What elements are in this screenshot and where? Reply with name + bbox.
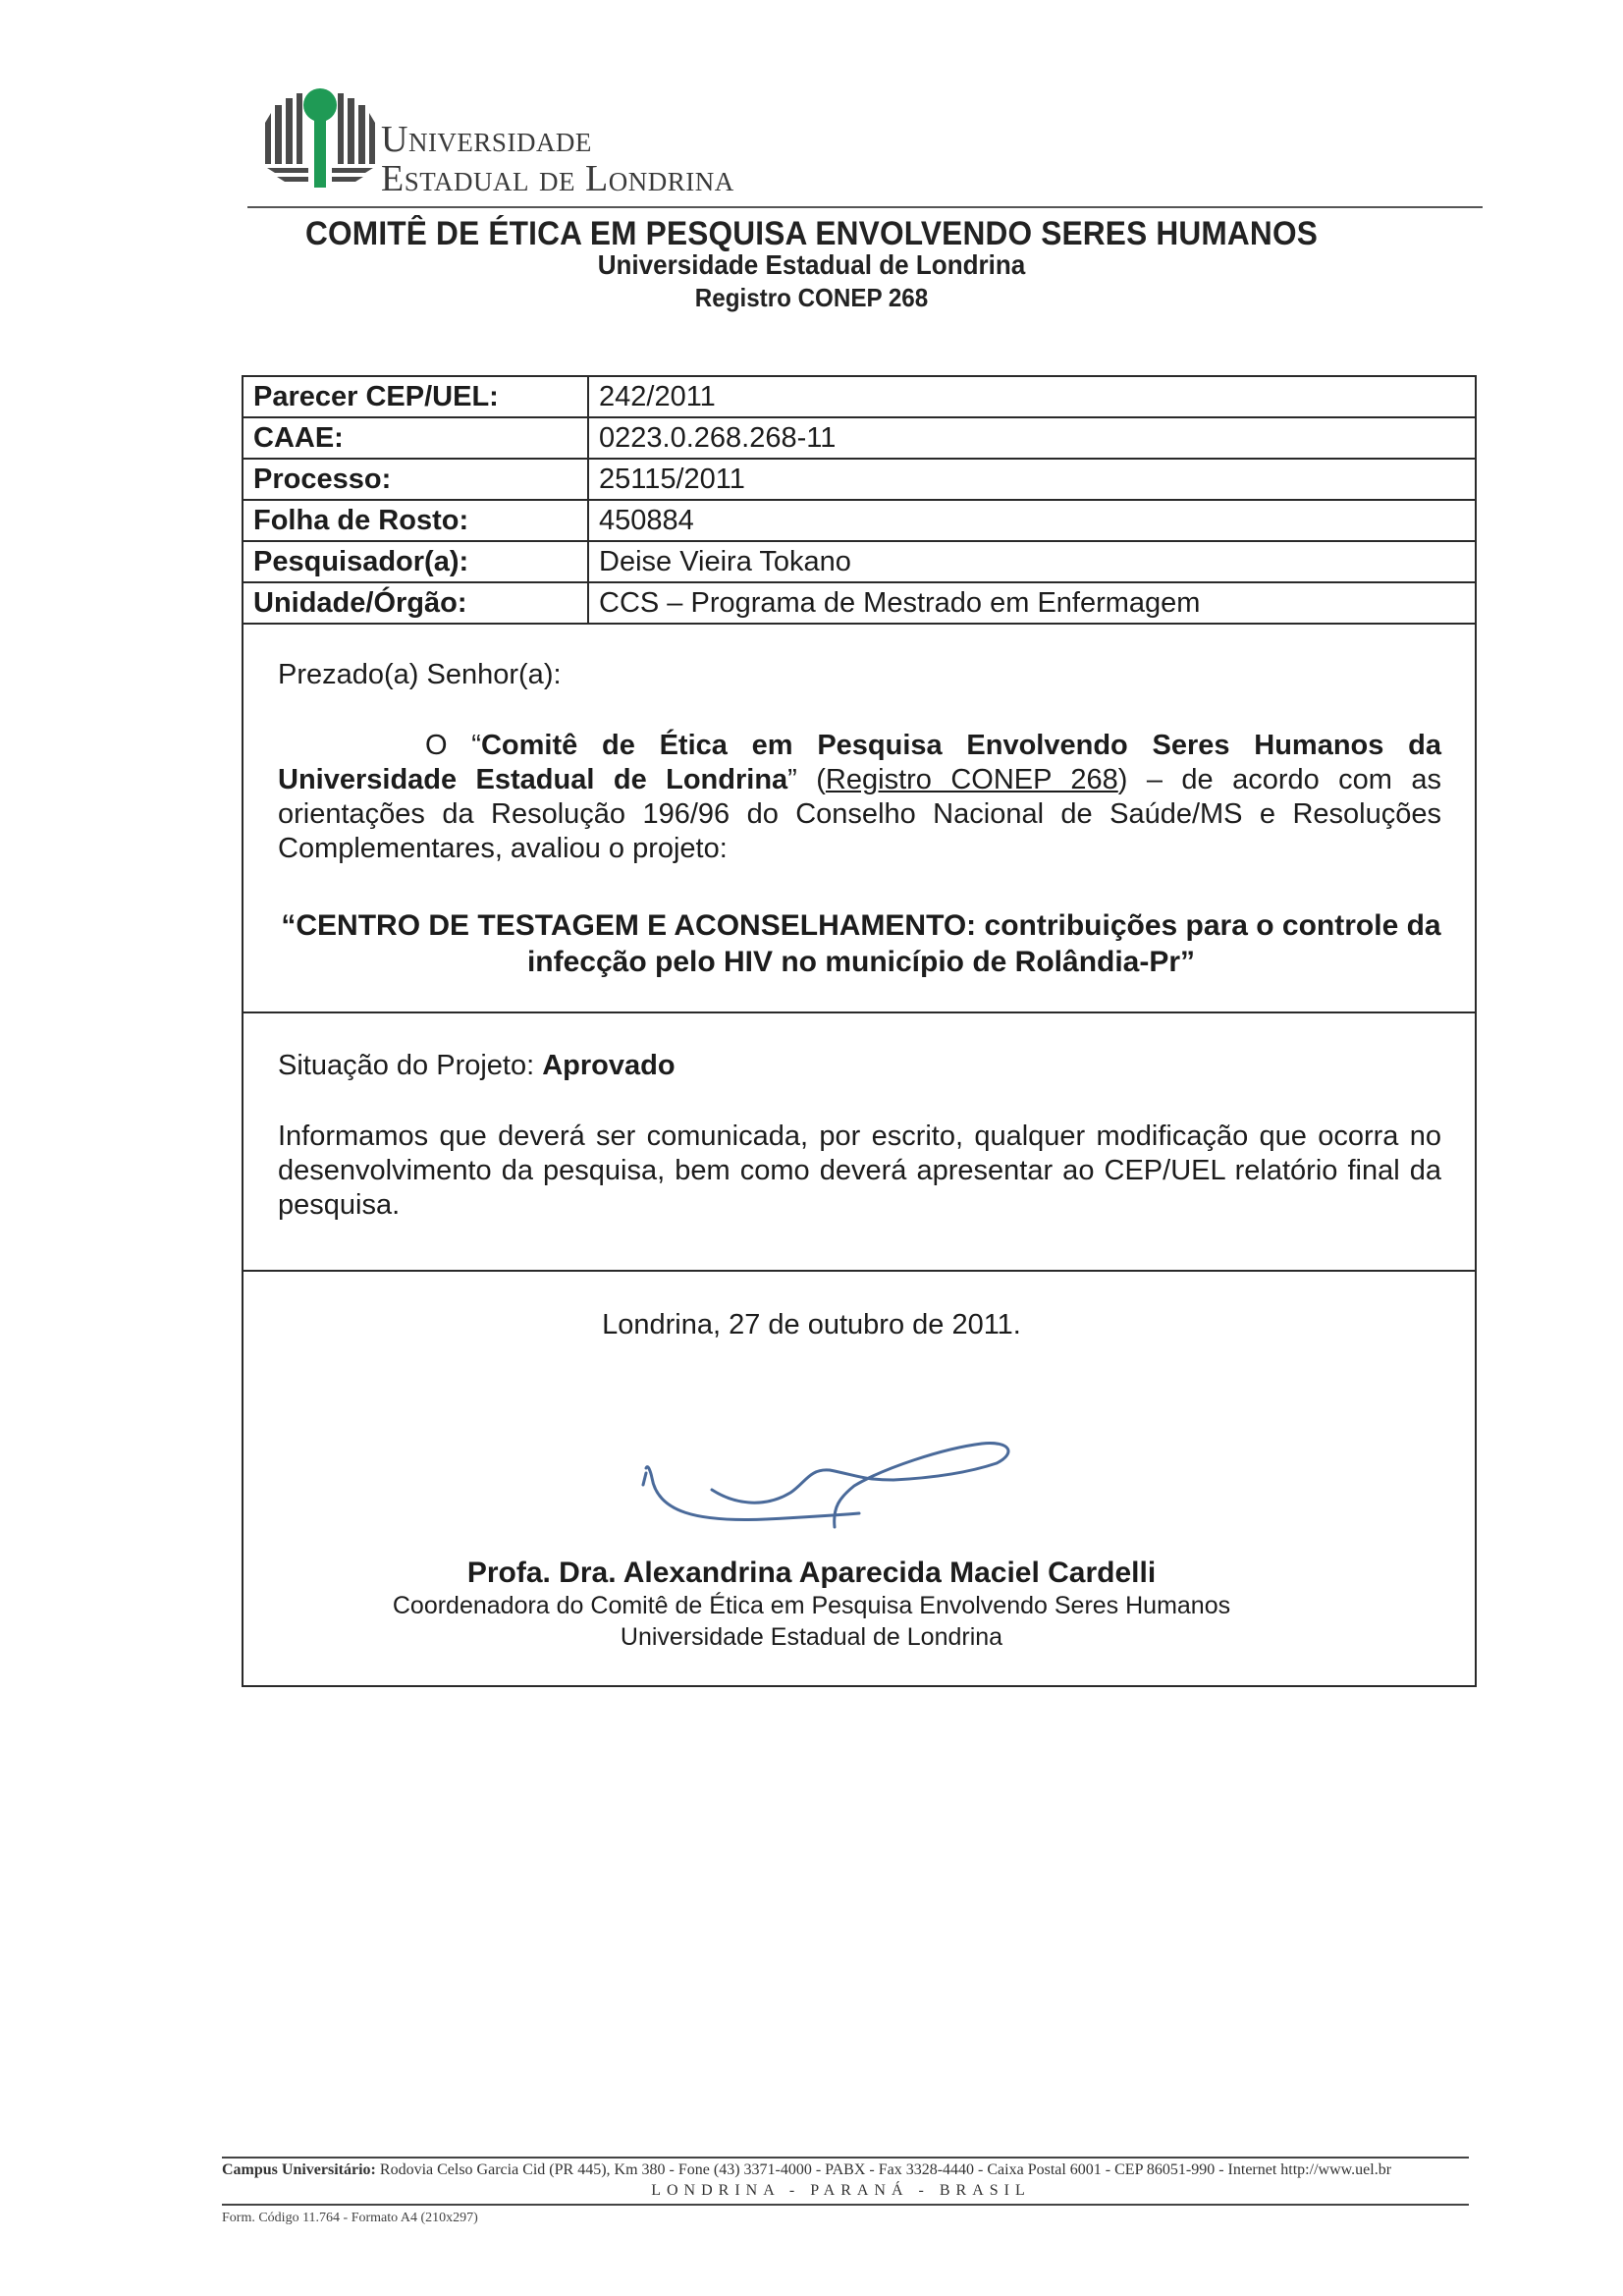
status-badge: Aprovado bbox=[542, 1050, 676, 1081]
university-name bbox=[381, 120, 734, 198]
notice-paragraph: Informamos que deverá ser comunicada, por escrito, qualquer modificação que ocorra no desenvolvimento da pesquisa, bem como deverá apresentar ao CEP/UEL relatório final da pesquisa. bbox=[278, 1121, 1441, 1221]
date-line: Londrina, 27 de outubro de 2011. bbox=[602, 1309, 1021, 1340]
committee-subtitle: Universidade Estadual de Londrina bbox=[597, 249, 1026, 280]
row-label: Folha de Rosto: bbox=[243, 500, 588, 541]
footer-form-code: Form. Código 11.764 - Formato A4 (210x297) bbox=[222, 2211, 478, 2225]
greeting: Prezado(a) Senhor(a): bbox=[278, 659, 562, 690]
university-name-line1: Universidade bbox=[381, 119, 592, 160]
status-label: Situação do Projeto: bbox=[278, 1050, 543, 1081]
header-rule bbox=[247, 206, 1483, 208]
table-row bbox=[243, 417, 1476, 459]
row-label: Processo: bbox=[243, 459, 588, 500]
project-title: “CENTRO DE TESTAGEM E ACONSELHAMENTO: contribuições para o controle da infecção pelo HIV no município de Rolândia-Pr” bbox=[281, 909, 1441, 978]
committee-registry: Registro CONEP 268 bbox=[694, 283, 929, 312]
signer-name: Profa. Dra. Alexandrina Aparecida Maciel Cardelli bbox=[466, 1557, 1157, 1589]
project-status bbox=[278, 1049, 676, 1083]
section-divider bbox=[242, 1270, 1477, 1272]
intro-registry: Registro CONEP 268 bbox=[825, 764, 1118, 795]
footer-location: LONDRINA - PARANÁ - BRASIL bbox=[651, 2182, 1031, 2199]
signer-organization: Universidade Estadual de Londrina bbox=[620, 1623, 1003, 1651]
row-label: Unidade/Órgão: bbox=[243, 582, 588, 624]
table-row bbox=[243, 541, 1476, 582]
row-value: 0223.0.268.268-11 bbox=[588, 417, 1476, 459]
intro-prefix: O “ bbox=[425, 730, 481, 761]
signer-role: Coordenadora do Comitê de Ética em Pesquisa Envolvendo Seres Humanos bbox=[392, 1592, 1231, 1619]
footer-address bbox=[222, 2161, 1469, 2179]
info-table bbox=[242, 375, 1477, 625]
row-value: 25115/2011 bbox=[588, 459, 1476, 500]
intro-paragraph bbox=[278, 729, 1441, 866]
uel-logo-icon bbox=[257, 83, 385, 191]
row-value: Deise Vieira Tokano bbox=[588, 541, 1476, 582]
table-row bbox=[243, 500, 1476, 541]
table-row bbox=[243, 582, 1476, 624]
table-row bbox=[243, 376, 1476, 417]
handwritten-signature-icon bbox=[619, 1439, 1031, 1547]
row-value: CCS – Programa de Mestrado em Enfermagem bbox=[588, 582, 1476, 624]
footer-campus-label: Campus Universitário: bbox=[222, 2161, 376, 2178]
row-label: Pesquisador(a): bbox=[243, 541, 588, 582]
committee-title: COMITÊ DE ÉTICA EM PESQUISA ENVOLVENDO SERES HUMANOS bbox=[305, 215, 1318, 252]
footer-rule bbox=[222, 2157, 1469, 2159]
footer-campus-address: Rodovia Celso Garcia Cid (PR 445), Km 380 - Fone (43) 3371-4000 - PABX - Fax 3328-4440 - Caixa Postal 6001 - CEP 86051-990 - Internet http://www.uel.br bbox=[375, 2161, 1392, 2178]
section-divider bbox=[242, 1011, 1477, 1013]
row-value: 450884 bbox=[588, 500, 1476, 541]
intro-committee-name: Comitê de Ética em Pesquisa Envolvendo Seres Humanos da Universidade Estadual de Londrina bbox=[278, 730, 1441, 795]
intro-mid: ” ( bbox=[787, 764, 826, 795]
footer-rule bbox=[222, 2204, 1469, 2206]
row-label: CAAE: bbox=[243, 417, 588, 459]
university-name-line2: Estadual de Londrina bbox=[381, 158, 734, 199]
intro-suffix: ) – de acordo com as orientações da Resolução 196/96 do Conselho Nacional de Saúde/MS e Resoluções Complementares, avaliou o projeto: bbox=[278, 764, 1442, 864]
table-row bbox=[243, 459, 1476, 500]
row-label: Parecer CEP/UEL: bbox=[243, 376, 588, 417]
row-value: 242/2011 bbox=[588, 376, 1476, 417]
